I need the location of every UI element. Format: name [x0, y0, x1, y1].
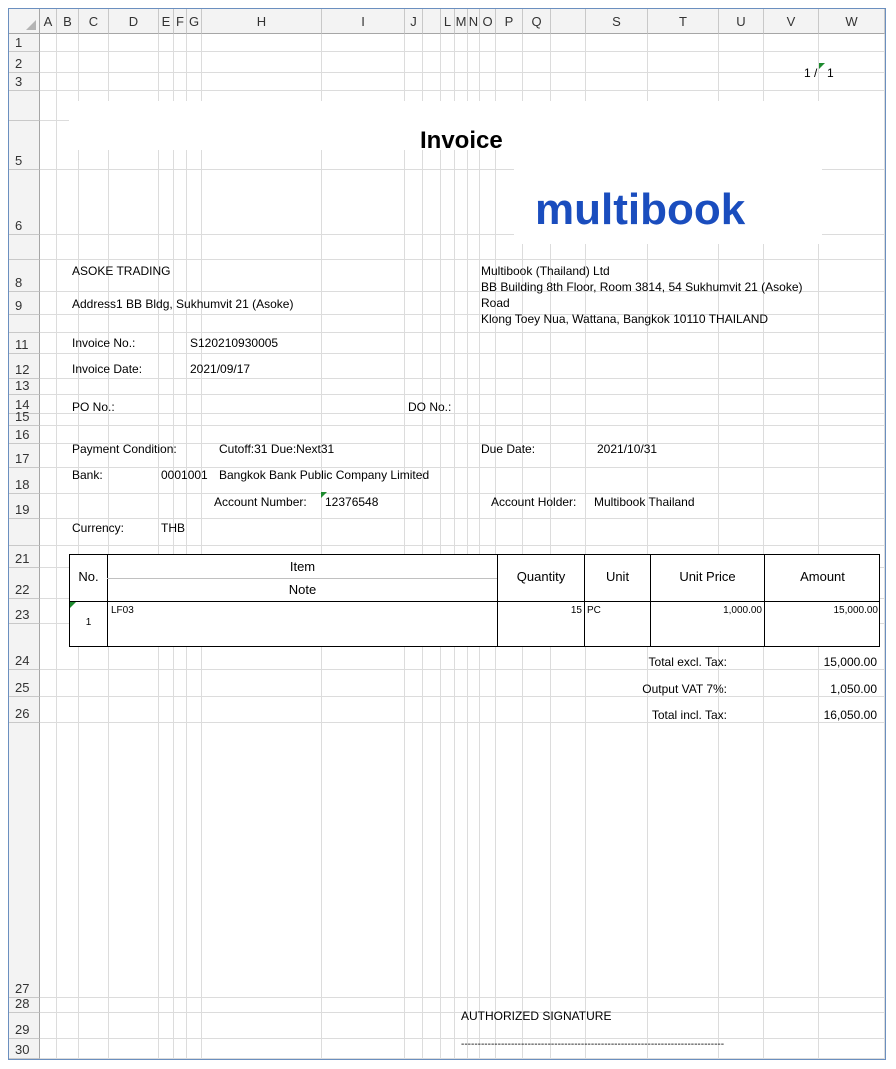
company-address-3: Klong Toey Nua, Wattana, Bangkok 10110 THAILAND [481, 312, 769, 326]
gridline-horizontal [40, 72, 885, 73]
gridline-vertical [78, 34, 79, 1059]
row-header-8[interactable] [9, 260, 40, 292]
row-header-label: 23 [15, 607, 30, 622]
row-header-label: 3 [15, 74, 23, 89]
gridline-horizontal [40, 90, 885, 91]
row-header-2[interactable] [9, 52, 40, 73]
gridline-horizontal [40, 378, 885, 379]
column-header-t[interactable]: T [648, 9, 719, 34]
currency-value: THB [161, 521, 185, 535]
invoice-date-label: Invoice Date: [72, 362, 143, 376]
account-number-value: 12376548 [325, 495, 379, 509]
company-address-1: BB Building 8th Floor, Room 3814, 54 Sukhumvit 21 (Asoke) [481, 280, 803, 294]
row-header-label: 25 [15, 680, 30, 695]
row-header-label: 13 [15, 378, 30, 393]
row-header-label: 2 [15, 56, 23, 71]
row-header-1[interactable] [9, 34, 40, 52]
col-item-header: Item [289, 559, 316, 574]
row-header-hidden[interactable] [9, 315, 40, 333]
row-header-17[interactable] [9, 444, 40, 468]
gridline-vertical [404, 34, 405, 1059]
row-header-5[interactable] [9, 121, 40, 170]
company-name: Multibook (Thailand) Ltd [481, 264, 610, 278]
column-header-p[interactable]: P [496, 9, 523, 34]
customer-address: Address1 BB Bldg, Sukhumvit 21 (Asoke) [72, 297, 294, 311]
col-quantity-header: Quantity [516, 569, 566, 584]
row-header-9[interactable] [9, 292, 40, 315]
gridline-vertical [108, 34, 109, 1059]
column-header-q[interactable]: Q [523, 9, 551, 34]
column-header-d[interactable]: D [109, 9, 159, 34]
column-header-m[interactable]: M [455, 9, 468, 34]
col-unit-header: Unit [605, 569, 630, 584]
column-header-hidden[interactable] [551, 9, 586, 34]
gridline-horizontal [40, 669, 885, 670]
gridline-vertical [186, 34, 187, 1059]
gridline-horizontal [40, 545, 885, 546]
row-header-21[interactable] [9, 546, 40, 568]
row-header-26[interactable] [9, 697, 40, 723]
row-header-label: 15 [15, 409, 30, 424]
invoice-no-label: Invoice No.: [72, 336, 136, 350]
row-header-27[interactable] [9, 723, 40, 998]
payment-condition-value: Cutoff:31 Due:Next31 [219, 442, 335, 456]
column-header-hidden[interactable] [423, 9, 441, 34]
column-header-o[interactable]: O [480, 9, 496, 34]
row-header-label: 30 [15, 1042, 30, 1057]
total-excl-value: 15,000.00 [823, 655, 877, 669]
payment-condition-label: Payment Condition: [72, 442, 177, 456]
column-header-b[interactable]: B [57, 9, 79, 34]
row-header-hidden[interactable] [9, 519, 40, 546]
comment-marker [70, 602, 76, 608]
row-header-label: 11 [15, 337, 29, 352]
row-header-label: 9 [15, 298, 23, 313]
customer-name: ASOKE TRADING [72, 264, 171, 278]
column-header-e[interactable]: E [159, 9, 174, 34]
row-header-24[interactable] [9, 624, 40, 670]
gridline-vertical [56, 34, 57, 1059]
column-header-j[interactable]: J [405, 9, 423, 34]
row-header-3[interactable] [9, 73, 40, 91]
row-header-11[interactable] [9, 333, 40, 354]
row-header-label: 8 [15, 275, 23, 290]
row-header-label: 21 [15, 551, 30, 566]
column-header-a[interactable]: A [40, 9, 57, 34]
row-header-label: 24 [15, 653, 30, 668]
gridline-vertical [884, 34, 885, 1059]
row-header-6[interactable] [9, 170, 40, 235]
total-incl-value: 16,050.00 [823, 708, 877, 722]
column-header-l[interactable]: L [441, 9, 455, 34]
gridline-vertical [440, 34, 441, 1059]
total-excl-label: Total excl. Tax: [648, 655, 727, 669]
gridline-vertical [321, 34, 322, 1059]
column-header-f[interactable]: F [174, 9, 187, 34]
row-header-12[interactable] [9, 354, 40, 379]
gridline-horizontal [40, 518, 885, 519]
gridline-horizontal [40, 353, 885, 354]
gridline-vertical [479, 34, 480, 1059]
row-header-label: 19 [15, 502, 30, 517]
row-header-29[interactable] [9, 1013, 40, 1039]
page-indicator-left: 1 / [804, 66, 818, 80]
signature-label: AUTHORIZED SIGNATURE [461, 1009, 612, 1023]
column-header-i[interactable]: I [322, 9, 405, 34]
row-unit: PC [587, 605, 601, 616]
row-header-22[interactable] [9, 568, 40, 599]
page-indicator-right: 1 [827, 66, 834, 80]
row-header-label: 5 [15, 153, 23, 168]
gridline-horizontal [40, 259, 885, 260]
row-header-19[interactable] [9, 494, 40, 519]
row-header-23[interactable] [9, 599, 40, 624]
company-logo: multibook [535, 185, 746, 234]
gridline-vertical [454, 34, 455, 1059]
gridline-vertical [201, 34, 202, 1059]
row-header-30[interactable] [9, 1039, 40, 1059]
gridline-vertical [422, 34, 423, 1059]
row-header-hidden[interactable] [9, 235, 40, 260]
gridline-horizontal [40, 425, 885, 426]
total-incl-label: Total incl. Tax: [651, 708, 727, 722]
row-quantity: 15 [570, 605, 582, 616]
invoice-title: Invoice [420, 127, 503, 154]
spreadsheet[interactable] [8, 8, 886, 1060]
row-header-label: 6 [15, 218, 23, 233]
signature-line: ------------------------------------------------------------------------------- [461, 1039, 725, 1050]
column-header-s[interactable]: S [586, 9, 648, 34]
row-header-15[interactable] [9, 409, 40, 426]
gridline-vertical [173, 34, 174, 1059]
row-header-13[interactable] [9, 379, 40, 395]
gridline-horizontal [40, 332, 885, 333]
column-header-c[interactable]: C [79, 9, 109, 34]
row-header-label: 17 [15, 451, 30, 466]
column-header-h[interactable]: H [202, 9, 322, 34]
row-header-label: 16 [15, 427, 30, 442]
currency-label: Currency: [72, 521, 125, 535]
bank-name: Bangkok Bank Public Company Limited [219, 468, 430, 482]
account-holder-value: Multibook Thailand [594, 495, 695, 509]
row-unit-price: 1,000.00 [723, 605, 762, 616]
invoice-no-value: S120210930005 [190, 336, 279, 350]
row-header-label: 28 [15, 996, 30, 1011]
gridline-horizontal [40, 722, 885, 723]
bank-code: 0001001 [161, 468, 208, 482]
column-header-w[interactable]: W [819, 9, 885, 34]
row-header-label: 12 [15, 362, 30, 377]
gridline-horizontal [40, 997, 885, 998]
row-header-label: 26 [15, 706, 30, 721]
gridline-horizontal [40, 51, 885, 52]
bank-label: Bank: [72, 468, 103, 482]
gridline-vertical [467, 34, 468, 1059]
gridline-horizontal [40, 394, 885, 395]
comment-marker [819, 63, 825, 69]
select-all-icon [26, 20, 36, 30]
gridline-horizontal [40, 413, 885, 414]
row-header-label: 22 [15, 582, 30, 597]
row-header-16[interactable] [9, 426, 40, 444]
invoice-date-value: 2021/09/17 [190, 362, 251, 376]
row-header-28[interactable] [9, 998, 40, 1013]
po-label: PO No.: [72, 400, 115, 414]
due-date-label: Due Date: [481, 442, 536, 456]
row-header-label: 27 [15, 981, 30, 996]
column-header-n[interactable]: N [468, 9, 480, 34]
col-amount-header: Amount [800, 569, 845, 584]
row-amount: 15,000.00 [833, 605, 878, 616]
account-number-label: Account Number: [214, 495, 307, 509]
gridline-horizontal [40, 696, 885, 697]
gridline-vertical [158, 34, 159, 1059]
col-unit-price-header: Unit Price [679, 569, 736, 584]
row-header-label: 1 [15, 35, 23, 50]
vat-value: 1,050.00 [830, 682, 877, 696]
account-holder-label: Account Holder: [491, 495, 577, 509]
row-header-hidden[interactable] [9, 91, 40, 121]
row-header-25[interactable] [9, 670, 40, 697]
row-header-18[interactable] [9, 468, 40, 494]
gridline-vertical [495, 34, 496, 1059]
row-no: 1 [85, 617, 92, 628]
company-address-2: Road [481, 296, 510, 310]
select-all-corner[interactable] [9, 9, 40, 34]
gridline-horizontal [40, 1058, 885, 1059]
column-header-g[interactable]: G [187, 9, 202, 34]
row-header-label: 29 [15, 1022, 30, 1037]
do-label: DO No.: [408, 400, 452, 414]
row-header-label: 18 [15, 477, 30, 492]
col-note-header: Note [288, 582, 317, 597]
col-no-header: No. [78, 569, 99, 584]
column-header-u[interactable]: U [719, 9, 764, 34]
vat-label: Output VAT 7%: [642, 682, 727, 696]
due-date-value: 2021/10/31 [597, 442, 658, 456]
gridline-horizontal [40, 493, 885, 494]
column-header-v[interactable]: V [764, 9, 819, 34]
row-item: LF03 [111, 605, 134, 616]
row-header-label: 14 [15, 397, 30, 412]
